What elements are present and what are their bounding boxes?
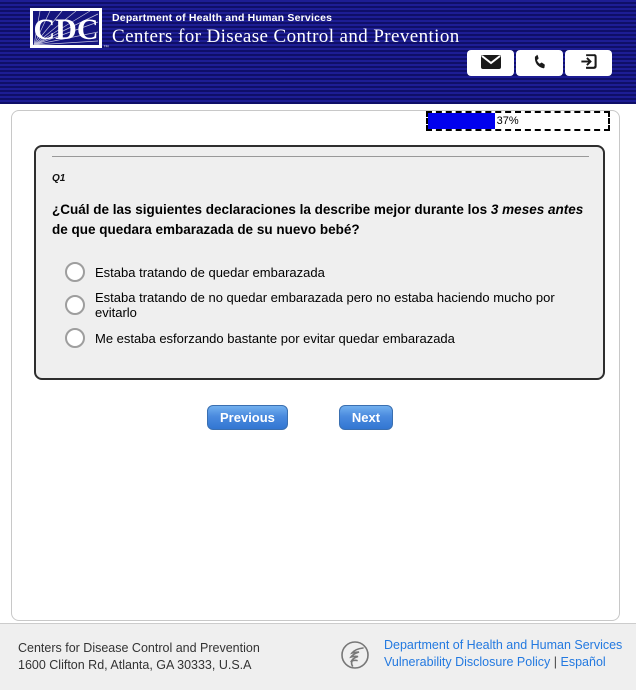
next-button[interactable]: Next xyxy=(339,405,393,430)
phone-icon xyxy=(531,53,549,74)
radio-button-2[interactable] xyxy=(65,295,85,315)
radio-button-1[interactable] xyxy=(65,262,85,282)
footer-address: 1600 Clifton Rd, Atlanta, GA 30333, U.S.A xyxy=(18,658,252,672)
exit-icon xyxy=(579,52,598,74)
footer-org-name: Centers for Disease Control and Prevention xyxy=(18,641,260,655)
option-row-3[interactable] xyxy=(65,328,589,348)
question-card xyxy=(34,145,605,380)
espanol-link[interactable]: Español xyxy=(560,655,606,669)
vulnerability-policy-link[interactable]: Vulnerability Disclosure Policy xyxy=(384,655,551,669)
option-row-2[interactable] xyxy=(65,290,589,320)
department-name: Department of Health and Human Services xyxy=(112,12,333,24)
svg-text:CDC: CDC xyxy=(33,13,99,46)
footer xyxy=(0,623,636,690)
agency-name: Centers for Disease Control and Prevention xyxy=(112,26,460,47)
option-label-1: Estaba tratando de quedar embarazada xyxy=(95,264,325,280)
nav-buttons xyxy=(207,405,393,430)
option-label-2: Estaba tratando de no quedar embarazada pero no estaba haciendo mucho por evitarlo xyxy=(95,290,555,320)
progress-bar-fill xyxy=(428,113,495,129)
card-divider xyxy=(52,156,589,157)
survey-panel xyxy=(11,110,620,621)
options-group xyxy=(52,262,589,348)
cdc-logo xyxy=(30,8,109,51)
hhs-link[interactable]: Department of Health and Human Services xyxy=(384,638,623,652)
phone-button[interactable] xyxy=(516,50,563,76)
hhs-logo xyxy=(340,640,370,670)
option-row-1[interactable] xyxy=(65,262,589,282)
exit-button[interactable] xyxy=(565,50,612,76)
question-text: ¿Cuál de las siguientes declaraciones la describe mejor durante los 3 meses antes de que quedara embarazada de su nuevo bebé? xyxy=(52,202,584,237)
progress-percent-label: 37% xyxy=(496,115,519,127)
link-separator: | xyxy=(553,655,558,669)
option-label-3: Me estaba esforzando bastante por evitar quedar embarazada xyxy=(95,330,455,346)
progress-bar xyxy=(426,111,610,131)
question-number: Q1 xyxy=(52,173,66,184)
header xyxy=(0,0,636,104)
header-icon-bar xyxy=(467,50,612,76)
header-branding[interactable] xyxy=(30,8,460,51)
trademark-symbol: ™ xyxy=(103,45,109,51)
email-icon xyxy=(480,54,502,73)
email-button[interactable] xyxy=(467,50,514,76)
previous-button[interactable]: Previous xyxy=(207,405,288,430)
radio-button-3[interactable] xyxy=(65,328,85,348)
